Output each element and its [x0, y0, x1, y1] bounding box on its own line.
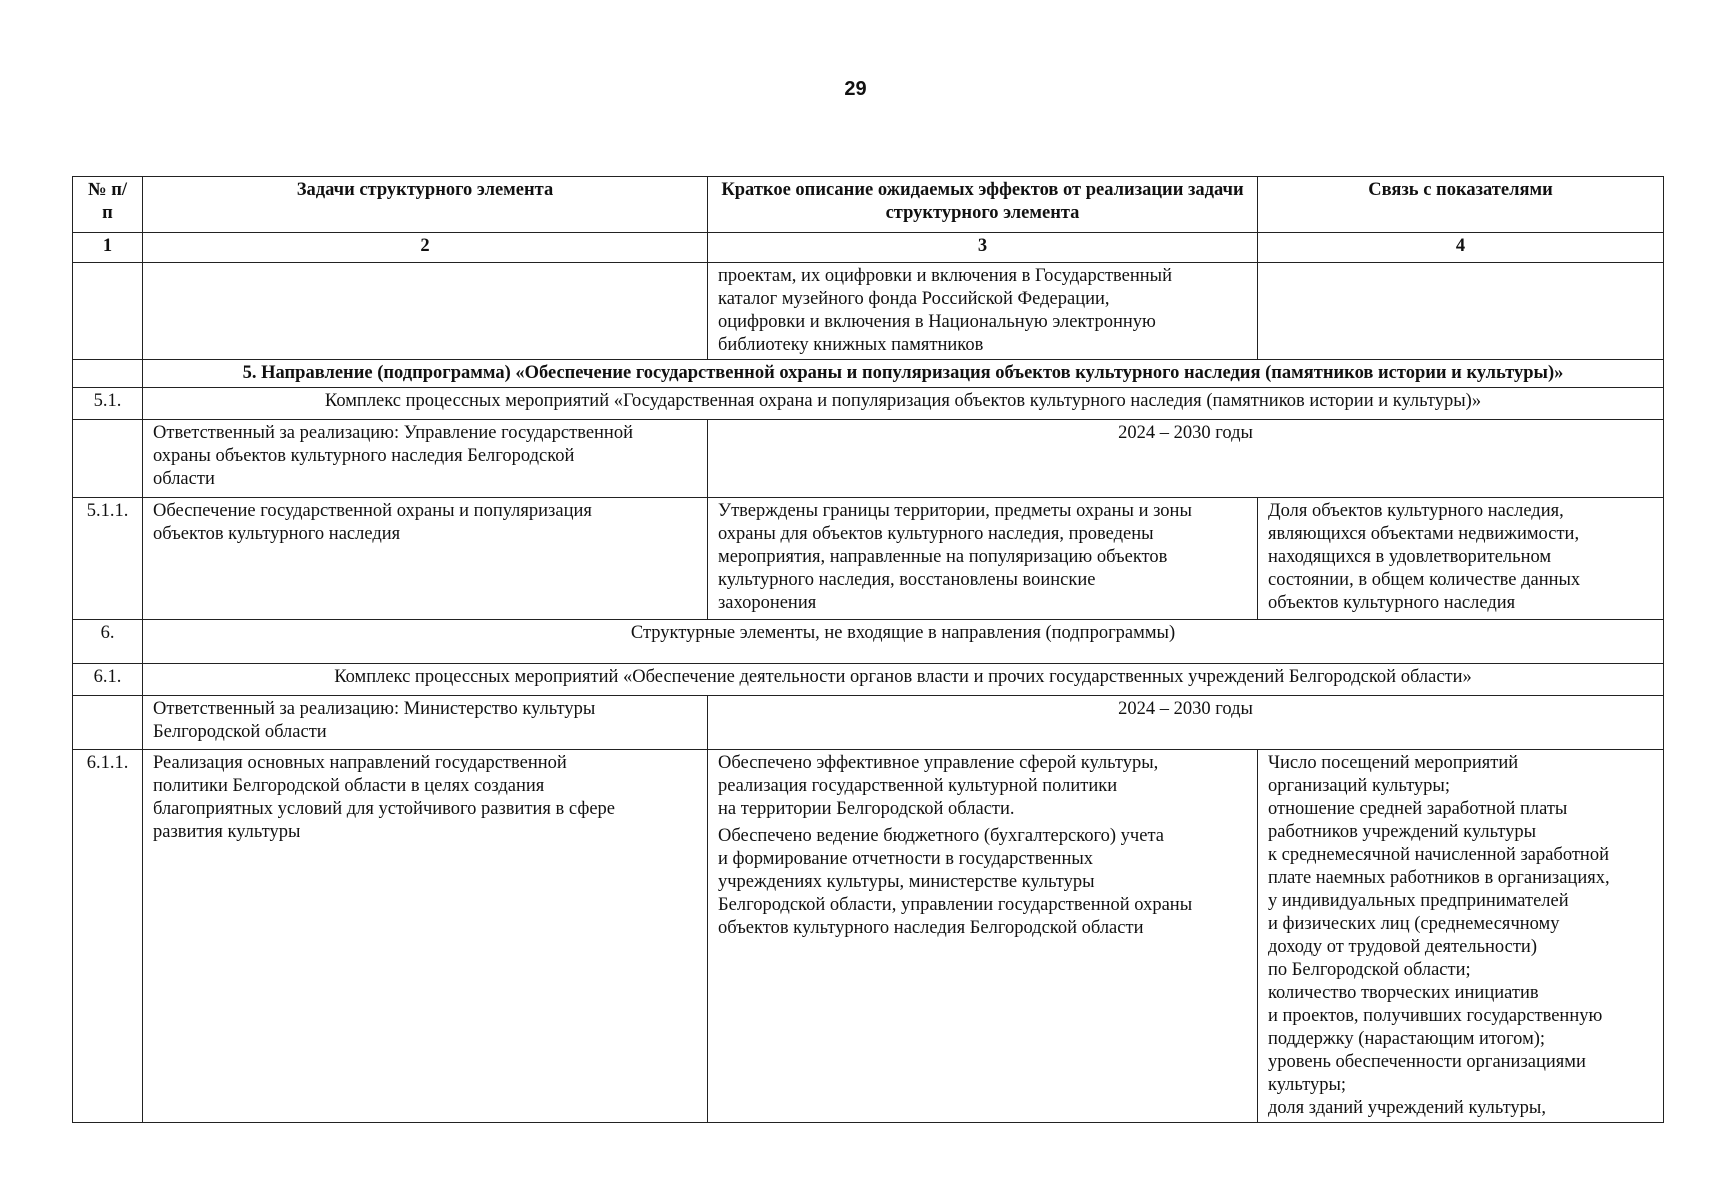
text-line: охраны объектов культурного наследия Белгородской — [153, 446, 575, 466]
text-line: развития культуры — [153, 822, 301, 842]
text-line: культуры; — [1268, 1075, 1347, 1095]
text-line: и физических лиц (среднемесячному — [1268, 914, 1560, 934]
text-line: проектам, их оцифровки и включения в Государственный — [718, 266, 1172, 286]
section-5-title: 5. Направление (подпрограмма) «Обеспечение государственной охраны и популяризация объектов культурного наследия (памятников истории и культуры)» — [143, 360, 1664, 388]
process-complex-title: Комплекс процессных мероприятий «Обеспечение деятельности органов власти и прочих государственных учреждений Белгородской области» — [143, 664, 1664, 696]
text-line: реализация государственной культурной политики — [718, 776, 1118, 796]
text-line: доля зданий учреждений культуры, — [1268, 1098, 1546, 1118]
period-text: 2024 – 2030 годы — [708, 696, 1664, 750]
table-header-row — [73, 177, 1664, 233]
text-line: Белгородской области — [153, 722, 327, 742]
text-line: области — [153, 469, 215, 489]
table-cell — [73, 696, 143, 750]
continuation-effects — [708, 263, 1258, 360]
effect-text — [708, 750, 1258, 1123]
header-indicators: Связь с показателями — [1258, 177, 1664, 233]
section-5-row — [73, 360, 1664, 388]
table-cell — [73, 360, 143, 388]
table-cell — [1258, 263, 1664, 360]
process-complex-title: Комплекс процессных мероприятий «Государственная охрана и популяризация объектов культурного наследия (памятников истории и культуры)» — [143, 388, 1664, 420]
row-6-1-responsible — [73, 696, 1664, 750]
indicator-text — [1258, 750, 1664, 1123]
row-number: 6. — [73, 620, 143, 664]
text-line: Доля объектов культурного наследия, — [1268, 501, 1564, 521]
header-tasks: Задачи структурного элемента — [143, 177, 708, 233]
text-line: каталог музейного фонда Российской Федерации, — [718, 289, 1110, 309]
text-line: политики Белгородской области в целях создания — [153, 776, 545, 796]
text-line: и формирование отчетности в государственных — [718, 849, 1094, 869]
text-line: работников учреждений культуры — [1268, 822, 1537, 842]
text-line: Реализация основных направлений государственной — [153, 753, 567, 773]
text-line: благоприятных условий для устойчивого развития в сфере — [153, 799, 616, 819]
effect-text — [708, 498, 1258, 620]
text-line: к среднемесячной начисленной заработной — [1268, 845, 1609, 865]
text-line: плате наемных работников в организациях, — [1268, 868, 1610, 888]
program-table — [72, 176, 1664, 1123]
text-line: являющихся объектами недвижимости, — [1268, 524, 1580, 544]
text-line: находящихся в удовлетворительном — [1268, 547, 1552, 567]
task-text — [143, 750, 708, 1123]
row-5-1 — [73, 388, 1664, 420]
text-line: мероприятия, направленные на популяризацию объектов — [718, 547, 1168, 567]
responsible-text — [143, 696, 708, 750]
text-line: у индивидуальных предпринимателей — [1268, 891, 1569, 911]
text-line: библиотеку книжных памятников — [718, 335, 984, 355]
text-line: Обеспечение государственной охраны и популяризация — [153, 501, 592, 521]
table-cell — [143, 263, 708, 360]
table-cell — [73, 420, 143, 498]
text-line: культурного наследия, восстановлены воинские — [718, 570, 1096, 590]
row-number: 5.1. — [73, 388, 143, 420]
text-line: организаций культуры; — [1268, 776, 1450, 796]
text-line: по Белгородской области; — [1268, 960, 1471, 980]
text-line: Ответственный за реализацию: Управление государственной — [153, 423, 633, 443]
text-line: Обеспечено эффективное управление сферой культуры, — [718, 753, 1159, 773]
text-line: на территории Белгородской области. — [718, 799, 1015, 819]
row-6-1 — [73, 664, 1664, 696]
header-number: № п/п — [73, 177, 143, 233]
row-6 — [73, 620, 1664, 664]
text-line: объектов культурного наследия Белгородской области — [718, 918, 1144, 938]
text-line: Утверждены границы территории, предметы охраны и зоны — [718, 501, 1192, 521]
text-line: доходу от трудовой деятельности) — [1268, 937, 1537, 957]
text-line: Белгородской области, управлении государственной охраны — [718, 895, 1193, 915]
text-line: Ответственный за реализацию: Министерство культуры — [153, 699, 596, 719]
column-number: 1 — [73, 233, 143, 263]
row-6-1-1 — [73, 750, 1664, 1123]
text-line: поддержку (нарастающим итогом); — [1268, 1029, 1546, 1049]
row-number: 6.1. — [73, 664, 143, 696]
row-5-1-responsible — [73, 420, 1664, 498]
indicator-text — [1258, 498, 1664, 620]
table-cell — [73, 263, 143, 360]
text-line: количество творческих инициатив — [1268, 983, 1539, 1003]
text-line: Обеспечено ведение бюджетного (бухгалтерского) учета — [718, 826, 1164, 846]
text-line: объектов культурного наследия — [1268, 593, 1516, 613]
continuation-row — [73, 263, 1664, 360]
column-number: 3 — [708, 233, 1258, 263]
header-effects: Краткое описание ожидаемых эффектов от реализации задачи структурного элемента — [708, 177, 1258, 233]
period-text: 2024 – 2030 годы — [708, 420, 1664, 498]
text-line: и проектов, получивших государственную — [1268, 1006, 1603, 1026]
row-number: 6.1.1. — [73, 750, 143, 1123]
page-number: 29 — [844, 78, 867, 100]
text-line: уровень обеспеченности организациями — [1268, 1052, 1586, 1072]
column-number: 2 — [143, 233, 708, 263]
text-line: объектов культурного наследия — [153, 524, 401, 544]
structural-elements-title: Структурные элементы, не входящие в направления (подпрограммы) — [143, 620, 1664, 664]
text-line: отношение средней заработной платы — [1268, 799, 1568, 819]
column-number-row — [73, 233, 1664, 263]
task-text — [143, 498, 708, 620]
row-5-1-1 — [73, 498, 1664, 620]
text-line: учреждениях культуры, министерстве культуры — [718, 872, 1095, 892]
text-line: Число посещений мероприятий — [1268, 753, 1519, 773]
text-line: охраны для объектов культурного наследия, проведены — [718, 524, 1154, 544]
column-number: 4 — [1258, 233, 1664, 263]
text-line: состоянии, в общем количестве данных — [1268, 570, 1581, 590]
responsible-text — [143, 420, 708, 498]
row-number: 5.1.1. — [73, 498, 143, 620]
text-line: оцифровки и включения в Национальную электронную — [718, 312, 1156, 332]
text-line: захоронения — [718, 593, 817, 613]
